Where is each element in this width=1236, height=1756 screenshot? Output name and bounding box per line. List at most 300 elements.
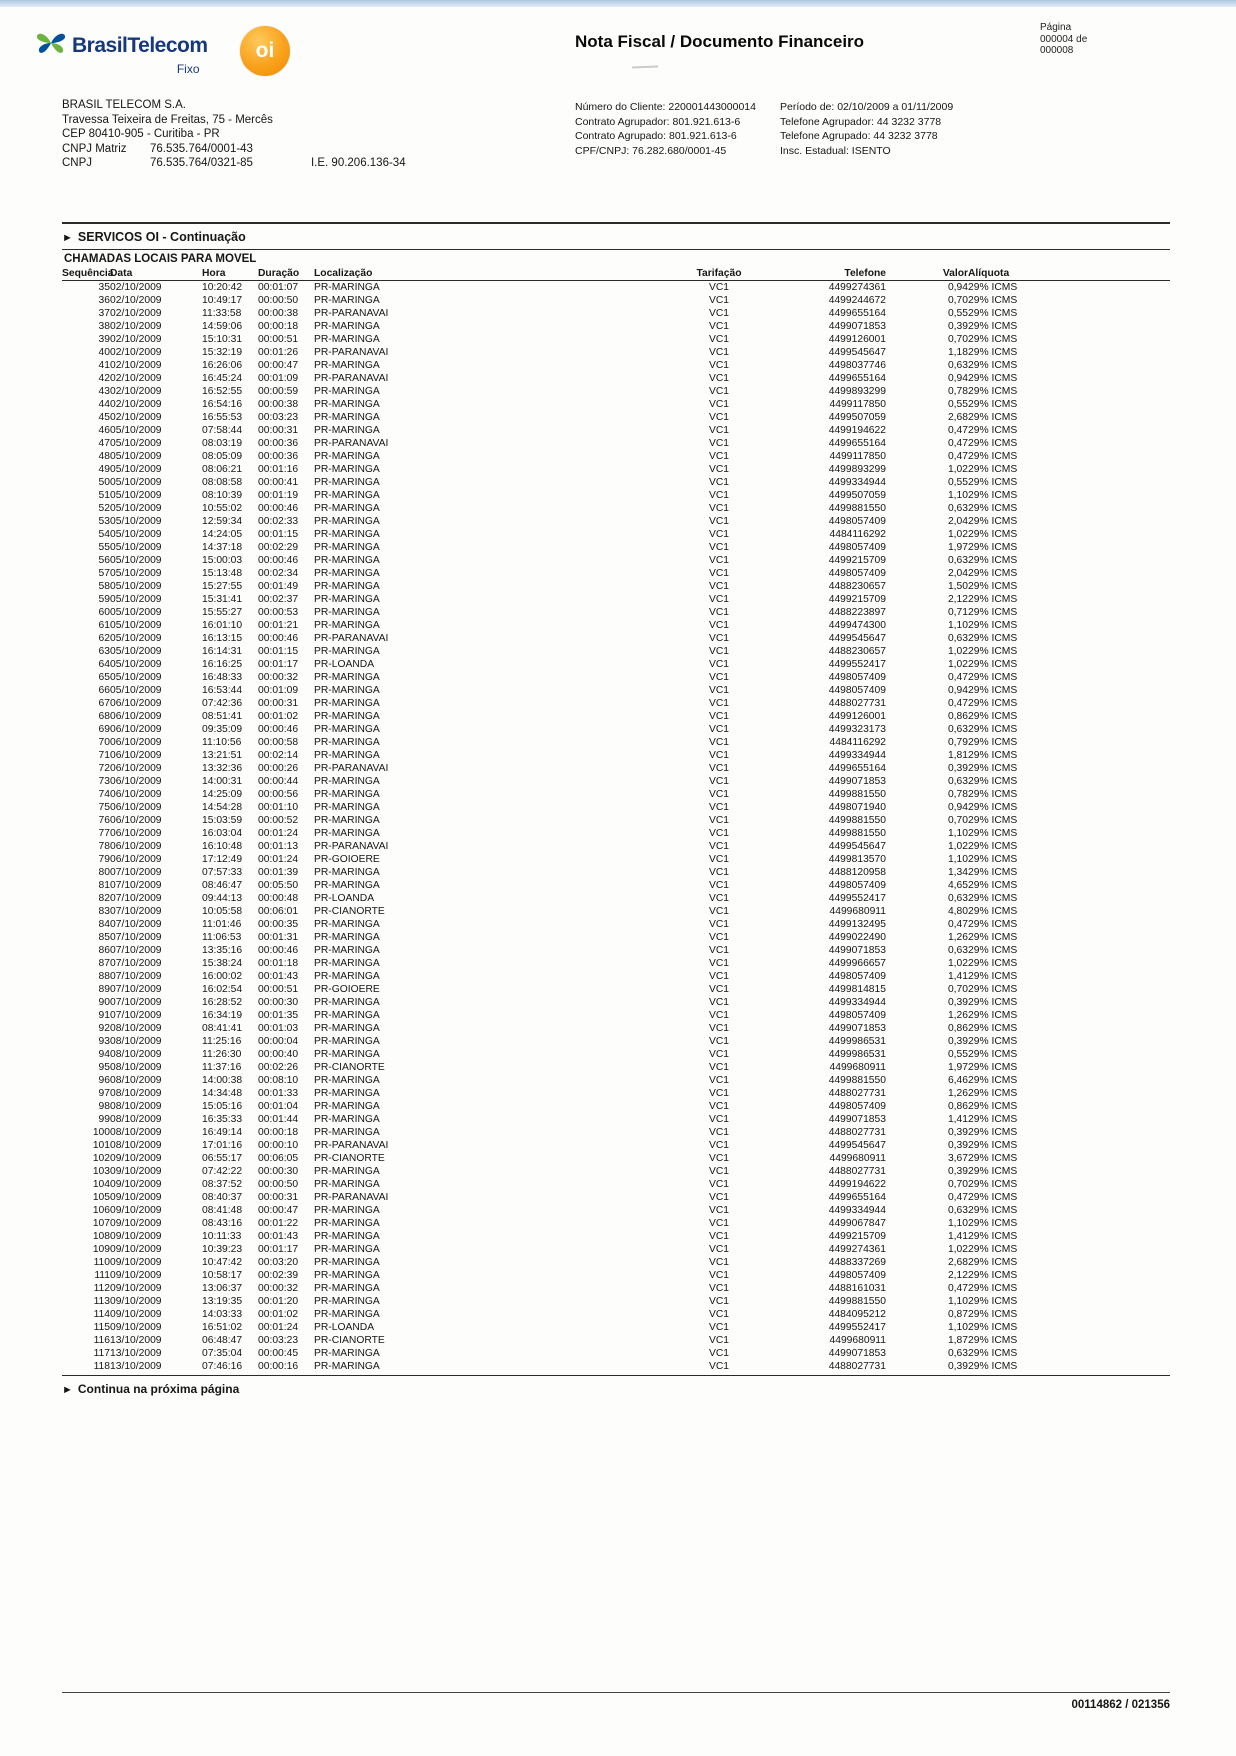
call-row (62, 554, 1170, 567)
cell-sequencia: 72 (98, 763, 110, 774)
cell-telefone: 4498057409 (828, 685, 886, 696)
cell-valor: 1,02 (947, 464, 968, 475)
cell-aliquota: 29% ICMS (968, 945, 1018, 956)
call-row (62, 1308, 1170, 1321)
cell-localizacao: PR-MARINGA (314, 711, 380, 722)
call-row (62, 996, 1170, 1009)
cell-duracao: 00:01:03 (258, 1023, 299, 1034)
cell-valor: 2,12 (947, 594, 968, 605)
cell-aliquota: 29% ICMS (968, 776, 1018, 787)
call-row (62, 762, 1170, 775)
column-header-duracao: Duração (258, 268, 300, 279)
cell-aliquota: 29% ICMS (968, 685, 1018, 696)
cell-localizacao: PR-PARANAVAI (314, 308, 389, 319)
cell-sequencia: 36 (98, 295, 110, 306)
cell-sequencia: 102 (92, 1153, 110, 1164)
cell-aliquota: 29% ICMS (968, 1205, 1018, 1216)
cell-hora: 14:24:05 (202, 529, 243, 540)
cell-tarifacao: VC1 (708, 828, 730, 839)
cell-hora: 09:35:09 (202, 724, 243, 735)
cell-aliquota: 29% ICMS (968, 919, 1018, 930)
cell-data: 07/10/2009 (110, 932, 162, 943)
call-row (62, 359, 1170, 372)
call-row (62, 1074, 1170, 1087)
cell-sequencia: 79 (98, 854, 110, 865)
cell-hora: 08:41:48 (202, 1205, 243, 1216)
cell-localizacao: PR-GOIOERE (314, 854, 380, 865)
cell-hora: 08:37:52 (202, 1179, 243, 1190)
cell-localizacao: PR-PARANAVAI (314, 763, 389, 774)
cell-valor: 1,02 (947, 529, 968, 540)
cell-tarifacao: VC1 (708, 919, 730, 930)
cell-data: 09/10/2009 (110, 1231, 162, 1242)
cell-sequencia: 84 (98, 919, 110, 930)
call-row (62, 1360, 1170, 1373)
cell-sequencia: 101 (92, 1140, 110, 1151)
cell-valor: 0,63 (947, 893, 968, 904)
call-row (62, 736, 1170, 749)
cell-sequencia: 113 (93, 1296, 110, 1307)
cell-telefone: 4499244672 (828, 295, 886, 306)
cell-duracao: 00:06:01 (258, 906, 299, 917)
cell-duracao: 00:00:51 (258, 984, 299, 995)
cell-valor: 0,63 (947, 945, 968, 956)
cell-valor: 1,41 (947, 971, 968, 982)
cell-duracao: 00:00:44 (258, 776, 299, 787)
cell-tarifacao: VC1 (708, 1270, 730, 1281)
cell-aliquota: 29% ICMS (968, 1036, 1018, 1047)
cell-tarifacao: VC1 (708, 789, 730, 800)
cell-aliquota: 29% ICMS (968, 581, 1018, 592)
cell-data: 05/10/2009 (110, 438, 162, 449)
cell-duracao: 00:00:31 (258, 698, 299, 709)
cell-data: 09/10/2009 (110, 1192, 162, 1203)
cell-hora: 16:45:24 (202, 373, 243, 384)
cell-hora: 11:01:46 (202, 919, 242, 930)
cell-aliquota: 29% ICMS (968, 503, 1018, 514)
cell-valor: 0,47 (947, 425, 968, 436)
cell-valor: 2,68 (947, 1257, 968, 1268)
cell-localizacao: PR-MARINGA (314, 919, 380, 930)
cell-aliquota: 29% ICMS (968, 1179, 1018, 1190)
cell-aliquota: 29% ICMS (968, 932, 1018, 943)
cell-data: 08/10/2009 (110, 1062, 162, 1073)
column-header-tarifacao: Tarifação (696, 268, 742, 279)
cell-telefone: 4499881550 (828, 815, 886, 826)
cell-duracao: 00:00:38 (258, 308, 299, 319)
cell-localizacao: PR-CIANORTE (314, 1335, 385, 1346)
cell-duracao: 00:01:16 (258, 464, 299, 475)
cell-hora: 16:16:25 (202, 659, 243, 670)
cell-telefone: 4499071853 (828, 1023, 886, 1034)
cell-hora: 14:00:31 (202, 776, 243, 787)
cell-localizacao: PR-MARINGA (314, 776, 380, 787)
call-row (62, 1022, 1170, 1035)
cell-hora: 13:35:16 (202, 945, 243, 956)
cell-valor: 0,47 (947, 698, 968, 709)
cell-valor: 0,94 (947, 802, 968, 813)
cell-valor: 0,47 (947, 1192, 968, 1203)
cell-aliquota: 29% ICMS (968, 1244, 1018, 1255)
cell-duracao: 00:00:36 (258, 438, 299, 449)
cell-localizacao: PR-MARINGA (314, 1231, 380, 1242)
cell-tarifacao: VC1 (708, 646, 730, 657)
page-label: Página (1040, 22, 1072, 33)
call-row (62, 1334, 1170, 1347)
cell-telefone: 4498057409 (828, 542, 886, 553)
brasil-telecom-logo (36, 30, 208, 76)
cell-hora: 15:05:16 (202, 1101, 243, 1112)
cell-tarifacao: VC1 (708, 893, 730, 904)
cell-sequencia: 83 (98, 906, 110, 917)
cell-data: 05/10/2009 (110, 594, 162, 605)
cell-valor: 0,70 (947, 295, 968, 306)
cell-localizacao: PR-MARINGA (314, 568, 380, 579)
call-row (62, 814, 1170, 827)
cell-sequencia: 52 (98, 503, 110, 514)
cell-data: 05/10/2009 (110, 555, 162, 566)
cell-data: 13/10/2009 (110, 1335, 162, 1346)
cell-sequencia: 116 (93, 1335, 110, 1346)
cell-telefone: 4484095212 (828, 1309, 886, 1320)
cell-data: 05/10/2009 (110, 529, 162, 540)
cell-valor: 0,39 (947, 1140, 968, 1151)
cell-telefone: 4499545647 (828, 633, 886, 644)
cell-localizacao: PR-MARINGA (314, 932, 380, 943)
cell-data: 05/10/2009 (110, 568, 162, 579)
cell-aliquota: 29% ICMS (968, 737, 1018, 748)
call-row (62, 1204, 1170, 1217)
cell-valor: 0,39 (947, 1036, 968, 1047)
cell-data: 07/10/2009 (110, 893, 162, 904)
cell-telefone: 4499215709 (828, 594, 886, 605)
cell-aliquota: 29% ICMS (968, 1322, 1018, 1333)
cell-localizacao: PR-MARINGA (314, 685, 380, 696)
cnpj-label: CNPJ (62, 157, 93, 170)
cell-tarifacao: VC1 (708, 1296, 730, 1307)
cell-tarifacao: VC1 (708, 607, 730, 618)
cell-aliquota: 29% ICMS (968, 295, 1018, 306)
cell-duracao: 00:00:31 (258, 1192, 299, 1203)
call-row (62, 1100, 1170, 1113)
cell-sequencia: 74 (98, 789, 110, 800)
cell-hora: 08:46:47 (202, 880, 243, 891)
call-row (62, 463, 1170, 476)
cell-localizacao: PR-MARINGA (314, 971, 380, 982)
cell-sequencia: 61 (98, 620, 110, 631)
cell-telefone: 4499881550 (828, 503, 886, 514)
cell-duracao: 00:00:45 (258, 1348, 299, 1359)
cell-sequencia: 65 (98, 672, 110, 683)
cell-localizacao: PR-MARINGA (314, 1283, 380, 1294)
cell-data: 05/10/2009 (110, 646, 162, 657)
cell-valor: 0,86 (947, 711, 968, 722)
oi-logo (240, 26, 290, 76)
cell-aliquota: 29% ICMS (968, 724, 1018, 735)
cell-duracao: 00:02:37 (258, 594, 299, 605)
cell-telefone: 4499680911 (829, 1153, 886, 1164)
cell-sequencia: 35 (98, 282, 110, 293)
cell-localizacao: PR-MARINGA (314, 1075, 380, 1086)
cell-valor: 1,97 (947, 542, 968, 553)
cell-telefone: 4499117850 (829, 451, 886, 462)
cell-telefone: 4498057409 (828, 672, 886, 683)
cell-localizacao: PR-MARINGA (314, 1348, 380, 1359)
cell-tarifacao: VC1 (708, 997, 730, 1008)
cell-tarifacao: VC1 (708, 1231, 730, 1242)
cell-tarifacao: VC1 (708, 750, 730, 761)
cell-tarifacao: VC1 (708, 516, 730, 527)
cell-tarifacao: VC1 (708, 1218, 730, 1229)
cell-sequencia: 39 (98, 334, 110, 345)
cell-telefone: 4499545647 (828, 347, 886, 358)
cell-telefone: 4499334944 (828, 477, 886, 488)
call-row (62, 970, 1170, 983)
cell-valor: 0,55 (947, 477, 968, 488)
cell-telefone: 4488230657 (828, 646, 886, 657)
cell-valor: 0,63 (947, 555, 968, 566)
cell-localizacao: PR-MARINGA (314, 1101, 380, 1112)
period-line: Período de: 02/10/2009 a 01/11/2009 (780, 101, 954, 113)
cell-sequencia: 81 (98, 880, 110, 891)
cell-duracao: 00:00:58 (258, 737, 299, 748)
cell-telefone: 4499552417 (828, 1322, 886, 1333)
table-end-divider (62, 1375, 1170, 1376)
cell-valor: 2,04 (947, 568, 968, 579)
cell-tarifacao: VC1 (708, 438, 730, 449)
cell-telefone: 4499507059 (828, 412, 886, 423)
cell-data: 07/10/2009 (110, 906, 162, 917)
cell-valor: 1,26 (947, 1010, 968, 1021)
cell-tarifacao: VC1 (708, 1153, 730, 1164)
cell-tarifacao: VC1 (708, 321, 730, 332)
call-row (62, 1035, 1170, 1048)
cell-data: 06/10/2009 (110, 750, 162, 761)
cell-sequencia: 95 (98, 1062, 110, 1073)
cell-aliquota: 29% ICMS (968, 750, 1018, 761)
cell-aliquota: 29% ICMS (968, 1348, 1018, 1359)
call-row (62, 671, 1170, 684)
cell-localizacao: PR-MARINGA (314, 529, 380, 540)
cell-aliquota: 29% ICMS (968, 373, 1018, 384)
call-row (62, 372, 1170, 385)
cell-sequencia: 109 (92, 1244, 110, 1255)
client-number-line: Número do Cliente: 220001443000014 (575, 101, 756, 113)
cell-sequencia: 37 (98, 308, 110, 319)
call-row (62, 333, 1170, 346)
cell-tarifacao: VC1 (708, 620, 730, 631)
cell-hora: 11:10:56 (202, 737, 242, 748)
cell-telefone: 4499071853 (828, 1114, 886, 1125)
cell-tarifacao: VC1 (708, 1244, 730, 1255)
cell-data: 09/10/2009 (110, 1166, 162, 1177)
cell-hora: 16:00:02 (202, 971, 243, 982)
cell-data: 08/10/2009 (110, 1023, 162, 1034)
cell-hora: 16:52:55 (202, 386, 243, 397)
cell-tarifacao: VC1 (708, 1088, 730, 1099)
cell-duracao: 00:01:44 (258, 1114, 299, 1125)
cell-localizacao: PR-MARINGA (314, 789, 380, 800)
call-row (62, 788, 1170, 801)
cell-data: 06/10/2009 (110, 698, 162, 709)
cell-telefone: 4499334944 (828, 997, 886, 1008)
cell-valor: 1,10 (947, 1218, 968, 1229)
cell-telefone: 4498071940 (828, 802, 886, 813)
cell-valor: 0,71 (947, 607, 968, 618)
cell-hora: 15:55:27 (202, 607, 243, 618)
cell-localizacao: PR-MARINGA (314, 1088, 380, 1099)
cell-tarifacao: VC1 (708, 1075, 730, 1086)
cell-tarifacao: VC1 (708, 672, 730, 683)
cell-data: 08/10/2009 (110, 1127, 162, 1138)
cell-sequencia: 44 (98, 399, 110, 410)
cell-sequencia: 66 (98, 685, 110, 696)
cell-sequencia: 90 (98, 997, 110, 1008)
company-address-line2: CEP 80410-905 - Curitiba - PR (62, 128, 220, 141)
cell-duracao: 00:01:13 (258, 841, 299, 852)
cell-tarifacao: VC1 (708, 1205, 730, 1216)
cell-aliquota: 29% ICMS (968, 880, 1018, 891)
call-row (62, 658, 1170, 671)
cell-aliquota: 29% ICMS (968, 1296, 1018, 1307)
cell-sequencia: 114 (93, 1309, 110, 1320)
cell-sequencia: 42 (98, 373, 110, 384)
cell-duracao: 00:00:16 (258, 1361, 299, 1372)
cell-localizacao: PR-MARINGA (314, 1244, 380, 1255)
cell-duracao: 00:03:23 (258, 412, 299, 423)
page-total: 000008 (1040, 45, 1074, 56)
cell-data: 07/10/2009 (110, 984, 162, 995)
cell-telefone: 4498057409 (828, 1010, 886, 1021)
column-header-valor: Valor (942, 268, 968, 279)
cell-hora: 10:55:02 (202, 503, 243, 514)
cell-tarifacao: VC1 (708, 698, 730, 709)
cell-tarifacao: VC1 (708, 1283, 730, 1294)
client-info-right (780, 100, 953, 158)
cell-telefone: 4488230657 (828, 581, 886, 592)
call-row (62, 853, 1170, 866)
cell-duracao: 00:00:32 (258, 672, 299, 683)
cell-hora: 11:26:30 (202, 1049, 242, 1060)
cell-valor: 0,87 (947, 1309, 968, 1320)
cell-aliquota: 29% ICMS (968, 1257, 1018, 1268)
call-row (62, 437, 1170, 450)
cell-sequencia: 45 (98, 412, 110, 423)
call-row (62, 411, 1170, 424)
cell-tarifacao: VC1 (708, 1192, 730, 1203)
cell-telefone: 4499334944 (828, 1205, 886, 1216)
cell-localizacao: PR-MARINGA (314, 555, 380, 566)
brand-sub-label: Fixo (176, 62, 200, 76)
cell-aliquota: 29% ICMS (968, 464, 1018, 475)
cell-hora: 11:33:58 (202, 308, 242, 319)
cell-duracao: 00:02:26 (258, 1062, 299, 1073)
phone-agrupador-line: Telefone Agrupador: 44 3232 3778 (780, 115, 942, 128)
cell-sequencia: 64 (98, 659, 110, 670)
cell-aliquota: 29% ICMS (968, 893, 1018, 904)
call-row (62, 307, 1170, 320)
cell-localizacao: PR-MARINGA (314, 334, 380, 345)
cell-valor: 1,02 (947, 646, 968, 657)
cell-duracao: 00:00:30 (258, 997, 299, 1008)
cell-tarifacao: VC1 (708, 659, 730, 670)
cell-hora: 15:31:41 (202, 594, 243, 605)
cell-tarifacao: VC1 (708, 867, 730, 878)
cell-data: 02/10/2009 (110, 282, 162, 293)
cell-telefone: 4499126001 (828, 711, 886, 722)
cell-valor: 0,86 (947, 1101, 968, 1112)
cell-localizacao: PR-MARINGA (314, 1023, 380, 1034)
cell-tarifacao: VC1 (708, 1166, 730, 1177)
call-row (62, 749, 1170, 762)
cell-aliquota: 29% ICMS (968, 1153, 1018, 1164)
cell-localizacao: PR-MARINGA (314, 581, 380, 592)
cell-telefone: 4499323173 (828, 724, 886, 735)
cell-telefone: 4499132495 (828, 919, 886, 930)
cell-duracao: 00:00:46 (258, 945, 299, 956)
cell-data: 06/10/2009 (110, 815, 162, 826)
cell-data: 05/10/2009 (110, 477, 162, 488)
cell-localizacao: PR-MARINGA (314, 945, 380, 956)
cell-tarifacao: VC1 (708, 880, 730, 891)
cell-valor: 0,55 (947, 399, 968, 410)
cell-telefone: 4499893299 (828, 464, 886, 475)
cell-valor: 1,97 (947, 1062, 968, 1073)
cell-aliquota: 29% ICMS (968, 282, 1018, 293)
cell-telefone: 4499507059 (828, 490, 886, 501)
cell-duracao: 00:02:14 (258, 750, 299, 761)
cell-telefone: 4499881550 (828, 1075, 886, 1086)
brand-name: BrasilTelecom (72, 33, 208, 57)
cell-data: 06/10/2009 (110, 789, 162, 800)
cell-hora: 08:03:19 (202, 438, 243, 449)
cell-telefone: 4499655164 (828, 308, 886, 319)
cell-aliquota: 29% ICMS (968, 425, 1018, 436)
cell-localizacao: PR-MARINGA (314, 1179, 380, 1190)
cell-aliquota: 29% ICMS (968, 1335, 1018, 1346)
cell-telefone: 4499680911 (829, 906, 886, 917)
cell-duracao: 00:00:46 (258, 503, 299, 514)
cell-sequencia: 75 (98, 802, 110, 813)
cell-hora: 14:37:18 (202, 542, 243, 553)
cell-data: 06/10/2009 (110, 802, 162, 813)
cell-hora: 11:25:16 (202, 1036, 242, 1047)
cell-localizacao: PR-MARINGA (314, 399, 380, 410)
call-row (62, 1178, 1170, 1191)
cell-duracao: 00:00:30 (258, 1166, 299, 1177)
cell-valor: 0,63 (947, 1348, 968, 1359)
cell-sequencia: 69 (98, 724, 110, 735)
cell-localizacao: PR-MARINGA (314, 867, 380, 878)
cell-tarifacao: VC1 (708, 971, 730, 982)
call-row (62, 541, 1170, 554)
call-row (62, 775, 1170, 788)
cell-telefone: 4499655164 (828, 438, 886, 449)
cell-localizacao: PR-MARINGA (314, 295, 380, 306)
cell-tarifacao: VC1 (708, 854, 730, 865)
cell-aliquota: 29% ICMS (968, 386, 1018, 397)
state-registration: I.E. 90.206.136-34 (310, 157, 406, 170)
column-header-telefone: Telefone (844, 268, 886, 279)
cell-tarifacao: VC1 (708, 295, 730, 306)
cell-telefone: 4499545647 (828, 1140, 886, 1151)
handwritten-mark (632, 62, 658, 69)
cell-sequencia: 43 (98, 386, 110, 397)
cell-aliquota: 29% ICMS (968, 1062, 1018, 1073)
cell-sequencia: 88 (98, 971, 110, 982)
cell-tarifacao: VC1 (708, 763, 730, 774)
cell-localizacao: PR-MARINGA (314, 997, 380, 1008)
